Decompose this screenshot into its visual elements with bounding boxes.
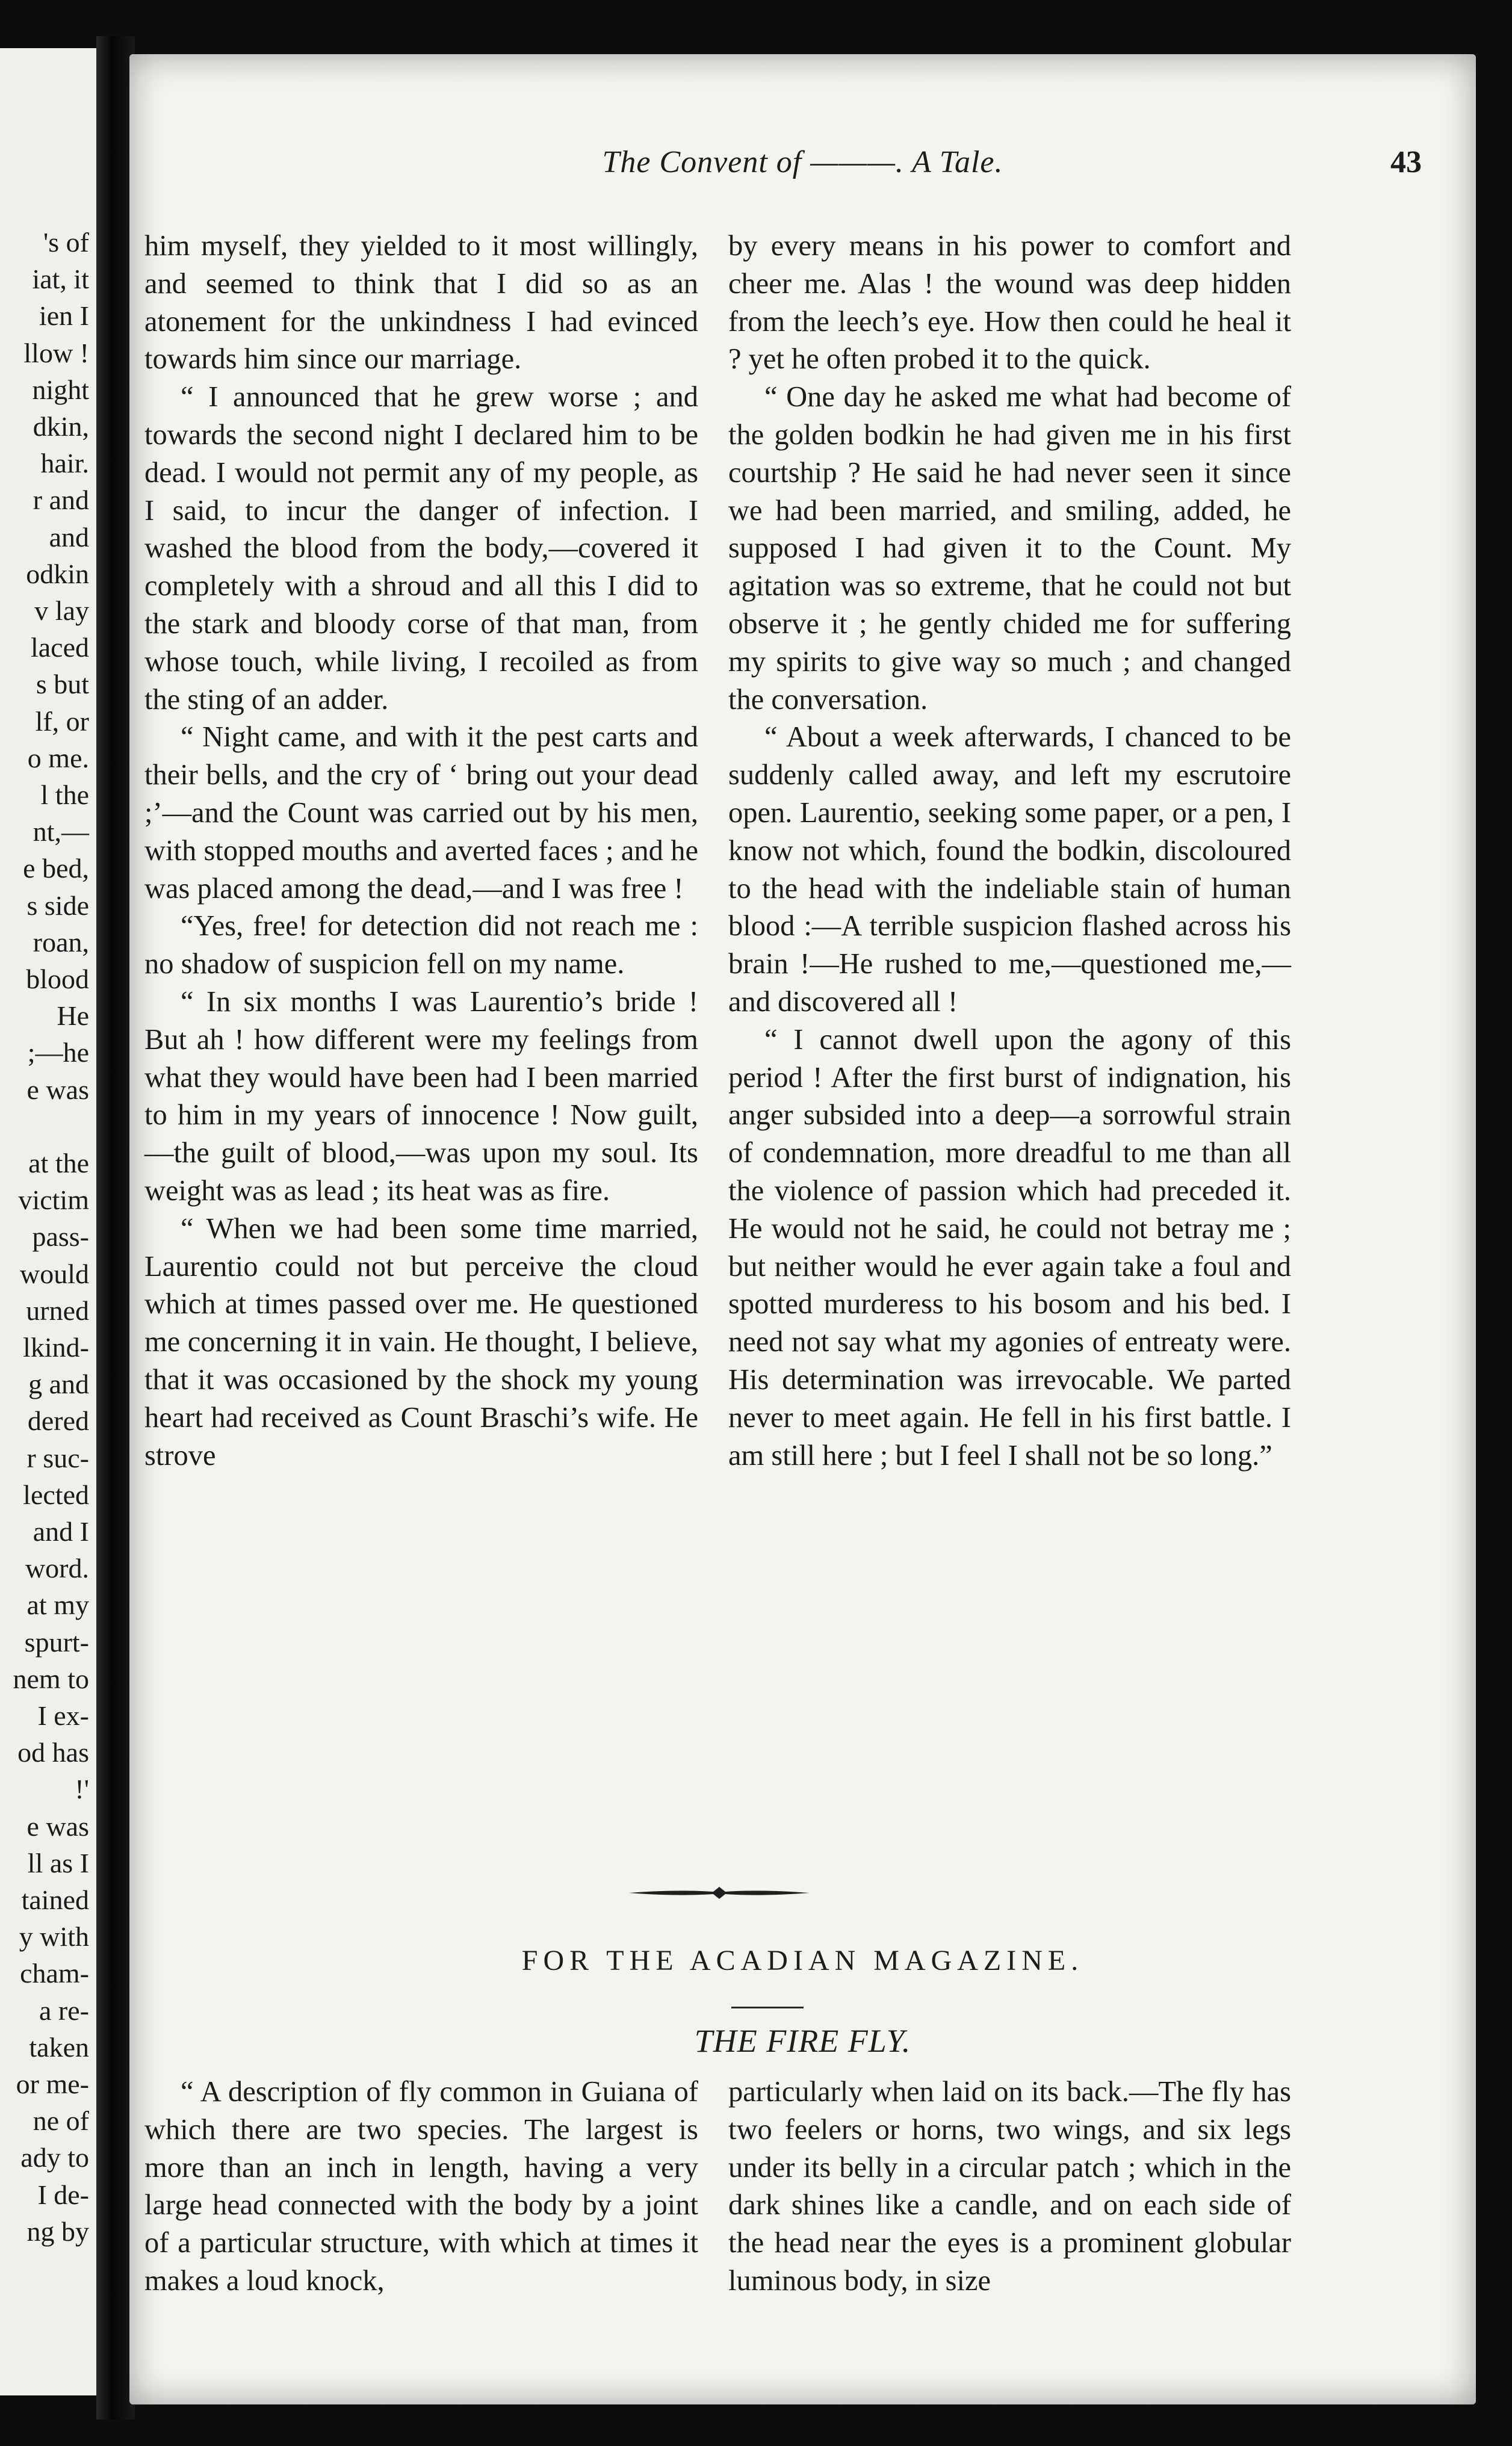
facing-page-line: laced	[30, 632, 89, 663]
facing-page-line: ne of	[33, 2105, 89, 2137]
facing-page-line: pass-	[32, 1221, 89, 1252]
story-column-left	[144, 228, 698, 1475]
paragraph: “ I cannot dwell upon the agony of this period ! After the first burst of indignation, his anger subsided into a deep—a sorrowful strain of condemnation, more dreadful to me than all the violence of passion which had preceded it. He would not he said, he could not betray me ; but neither would he ever again take a foul and spotted murderess to his bosom and his bed. I need not say what my agonies of entreaty were. His determination was irrevocable. We parted never to meet again. He fell in his first battle. I am still here ; but I feel I shall not be so long.”	[728, 1023, 1291, 1472]
facing-page-line: ng by	[26, 2215, 89, 2247]
facing-page-line: and	[49, 521, 89, 553]
facing-page-line: e was	[26, 1810, 89, 1842]
paragraph: him myself, they yielded to it most willingly, and seemed to think that I did so as an atonement for the unkindness I had evinced towards him since our marriage.	[144, 230, 698, 376]
facing-page-line: lf, or	[35, 705, 89, 737]
facing-page-fragment	[0, 48, 96, 2395]
article-column-right	[728, 2073, 1291, 2300]
facing-page-line: ll as I	[27, 1847, 89, 1878]
facing-page-line: at my	[26, 1590, 89, 1621]
paragraph: “ One day he asked me what had become of the golden bodkin he had given me in his first courtship ? He said he had never seen it since we had been married, and smiling, added, he supposed I had given it to the Count. My agitation was so extreme, that he could not but observe it ; he gently chided me for suffering my spirits to give way so much ; and changed the conversation.	[728, 381, 1291, 716]
facing-page-line: g and	[28, 1369, 89, 1400]
facing-page-line: e bed,	[23, 853, 89, 884]
facing-page-line: a re-	[39, 1995, 89, 2026]
page	[129, 54, 1476, 2404]
facing-page-line: tained	[21, 1884, 89, 1915]
facing-page-line: iat, it	[32, 264, 89, 295]
paragraph: “ Night came, and with it the pest carts and their bells, and the cry of ‘ bring out your dead ;’—and the Count was carried out by his men, with stopped mouths and averted faces ; and he was placed among the dead,—and I was free !	[144, 721, 698, 905]
facing-page-line: or me-	[16, 2069, 89, 2099]
facing-page-line: r and	[33, 485, 89, 516]
article-title: THE FIRE FLY.	[694, 2023, 911, 2059]
paragraph: “ About a week afterwards, I chanced to be suddenly called away, and left my escrutoire open. Laurentio, seeking some paper, or a pen, I know not which, found the bodkin, discoloured to the head with the indeliable stain of human blood :—A terrible suspicion flashed across his brain !—He rushed to me,—questioned me,—and discovered all !	[728, 721, 1291, 1018]
facing-page-line: taken	[29, 2031, 89, 2063]
facing-page-line: e was	[26, 1074, 89, 1105]
facing-page-line: l the	[40, 779, 89, 810]
facing-page-line: urned	[26, 1295, 89, 1326]
facing-page-line: lected	[23, 1479, 89, 1510]
facing-page-line: 's of	[43, 227, 89, 258]
facing-page-line: nem to	[13, 1663, 89, 1694]
paragraph: “ I announced that he grew worse ; and towards the second night I declared him to be dead. I would not permit any of my people, as I said, to incur the danger of infection. I washed the blood from the body,—covered it completely with a shroud and all this I did to the stark and bloody corse of that man, from whose touch, while living, I recoiled as from the sting of an adder.	[144, 381, 698, 716]
facing-page-line: victim	[18, 1184, 89, 1216]
facing-page-line: and I	[33, 1516, 89, 1547]
facing-page-line: word.	[25, 1553, 89, 1584]
facing-page-line: blood	[26, 964, 89, 994]
facing-page-line: dkin,	[33, 411, 89, 442]
paragraph: “Yes, free! for detection did not reach me : no shadow of suspicion fell on my name.	[144, 910, 698, 980]
facing-page-line: cham-	[20, 1958, 89, 1989]
facing-page-line: lkind-	[23, 1332, 89, 1363]
story-column-right	[728, 228, 1291, 1475]
facing-page-line: I de-	[37, 2179, 89, 2210]
paragraph: “ A description of fly common in Guiana of which there are two species. The largest is more than an inch in length, having a very large head connected with the body by a joint of a particular structure, with which at times it makes a loud knock,	[144, 2076, 698, 2297]
running-head	[129, 144, 1476, 187]
section-heading: FOR THE ACADIAN MAGAZINE.	[521, 1945, 1084, 1977]
page-number: 43	[1390, 145, 1422, 179]
running-title: The Convent of ———. A Tale.	[602, 145, 1003, 179]
facing-page-line: at the	[28, 1148, 89, 1178]
facing-page-line: would	[20, 1258, 89, 1289]
facing-page-line: He	[57, 1000, 89, 1032]
facing-page-line: nt,—	[33, 816, 89, 847]
facing-page-line: ;—he	[27, 1037, 89, 1068]
ornament-divider	[629, 1881, 810, 1905]
facing-page-line: y with	[19, 1921, 89, 1952]
facing-page-line: o me.	[27, 742, 89, 773]
article-column-left	[144, 2073, 698, 2300]
facing-page-line: dered	[27, 1405, 89, 1437]
facing-page-line: s but	[36, 669, 89, 700]
facing-page-line: ady to	[20, 2142, 89, 2173]
facing-page-line: r suc-	[26, 1442, 89, 1473]
facing-page-line: s side	[26, 890, 89, 921]
facing-page-line: v lay	[34, 595, 89, 626]
paragraph: by every means in his power to comfort and cheer me. Alas ! the wound was deep hidden from the leech’s eye. How then could he heal it ? yet he often probed it to the quick.	[728, 230, 1291, 376]
facing-page-line: roan,	[33, 926, 89, 958]
paragraph: “ In six months I was Laurentio’s bride ! But ah ! how different were my feelings from what they would have been had I been married to him in my years of innocence ! Now guilt,—the guilt of blood,—was upon my soul. Its weight was as lead ; its heat was as fire.	[144, 985, 698, 1207]
facing-page-line: llow !	[23, 337, 89, 368]
facing-page-line: spurt-	[24, 1626, 89, 1658]
short-rule	[731, 2007, 804, 2008]
paragraph: particularly when laid on its back.—The fly has two feelers or horns, two wings, and six legs under its belly in a circular patch ; which in the dark shines like a candle, and on each side of the head near the eyes is a prominent globular luminous body, in size	[728, 2076, 1291, 2297]
facing-page-line: hair.	[40, 448, 89, 479]
paragraph: “ When we had been some time married, Laurentio could not but perceive the cloud which at times passed over me. He questioned me concerning it in vain. He thought, I believe, that it was occasioned by the shock my young heart had received as Count Braschi’s wife. He strove	[144, 1212, 698, 1472]
facing-page-line: I ex-	[37, 1700, 89, 1731]
facing-page-line: od has	[17, 1737, 89, 1768]
facing-page-line: odkin	[26, 558, 89, 589]
facing-page-line: night	[32, 374, 89, 405]
facing-page-line: ien I	[39, 300, 89, 332]
facing-page-line: !'	[75, 1774, 89, 1805]
